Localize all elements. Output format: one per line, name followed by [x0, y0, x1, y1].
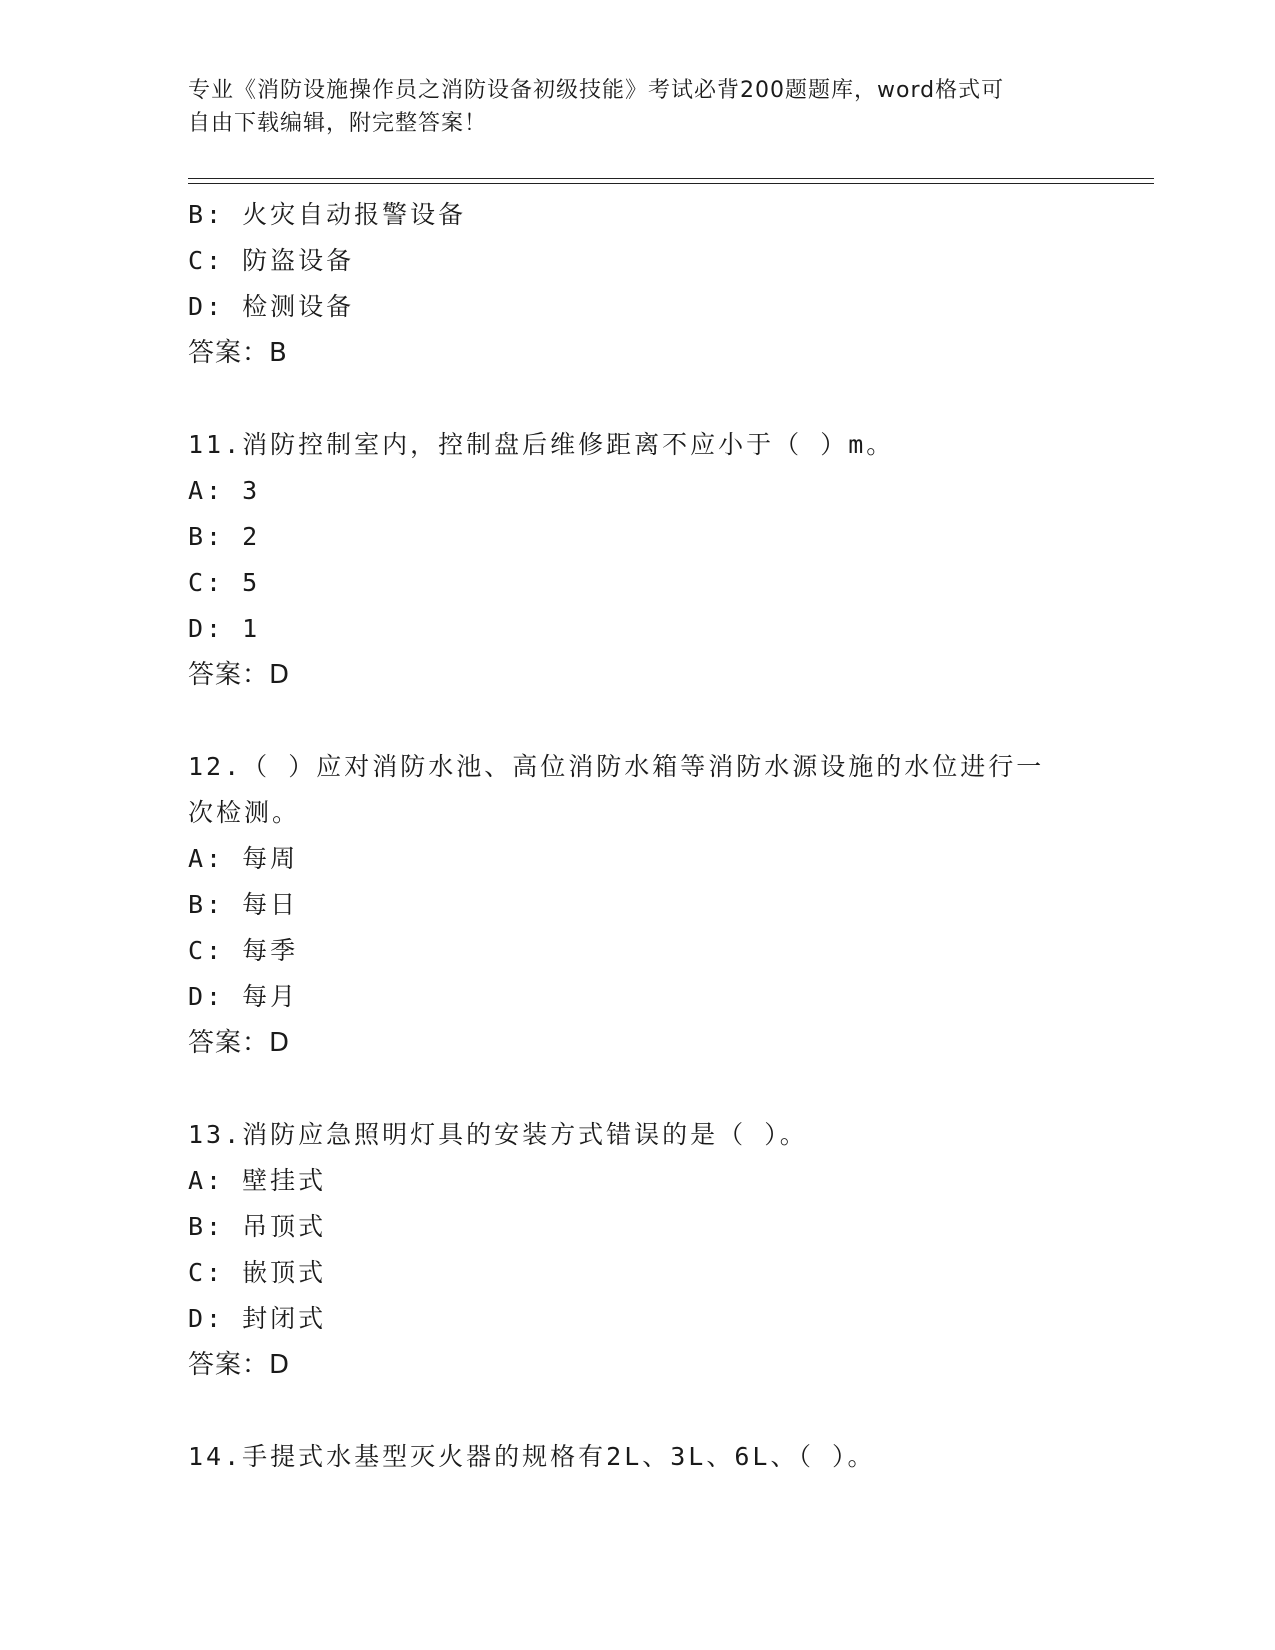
option-d: D: 封闭式: [188, 1304, 327, 1333]
option-c: C: 每季: [188, 936, 299, 965]
option-b: B: 火灾自动报警设备: [188, 200, 467, 229]
option-a: A: 壁挂式: [188, 1166, 327, 1195]
question-10-tail: [188, 192, 1088, 376]
header-line-2: 自由下载编辑，附完整答案！: [188, 111, 488, 136]
question-stem: 11.消防控制室内，控制盘后维修距离不应小于（ ）m。: [188, 430, 895, 459]
answer-line: 答案：B: [188, 338, 288, 368]
question-11: [188, 422, 1088, 698]
option-c: C: 嵌顶式: [188, 1258, 327, 1287]
header-divider-bottom: [188, 183, 1154, 184]
question-list: [188, 192, 1088, 1480]
option-d: D: 1: [188, 614, 261, 643]
question-12: [188, 744, 1088, 1066]
option-d: D: 每月: [188, 982, 299, 1011]
option-a: A: 3: [188, 476, 261, 505]
option-b: B: 2: [188, 522, 261, 551]
question-stem-continued: 次检测。: [188, 798, 301, 827]
header-line-1: 专业《消防设施操作员之消防设备初级技能》考试必背200题题库，word格式可: [188, 78, 1005, 103]
option-a: A: 每周: [188, 844, 299, 873]
question-stem: 13.消防应急照明灯具的安装方式错误的是（ ）。: [188, 1120, 808, 1149]
answer-line: 答案：D: [188, 1028, 291, 1058]
answer-line: 答案：D: [188, 660, 291, 690]
option-b: B: 吊顶式: [188, 1212, 327, 1241]
question-stem: 14.手提式水基型灭火器的规格有2L、3L、6L、（ ）。: [188, 1442, 876, 1471]
header-divider-top: [188, 178, 1154, 179]
option-c: C: 防盗设备: [188, 246, 355, 275]
question-14: [188, 1434, 1088, 1480]
option-b: B: 每日: [188, 890, 299, 919]
question-stem: 12.（ ）应对消防水池、高位消防水箱等消防水源设施的水位进行一: [188, 752, 1045, 781]
document-header: [188, 74, 1068, 140]
question-13: [188, 1112, 1088, 1388]
option-c: C: 5: [188, 568, 261, 597]
option-d: D: 检测设备: [188, 292, 355, 321]
answer-line: 答案：D: [188, 1350, 291, 1380]
